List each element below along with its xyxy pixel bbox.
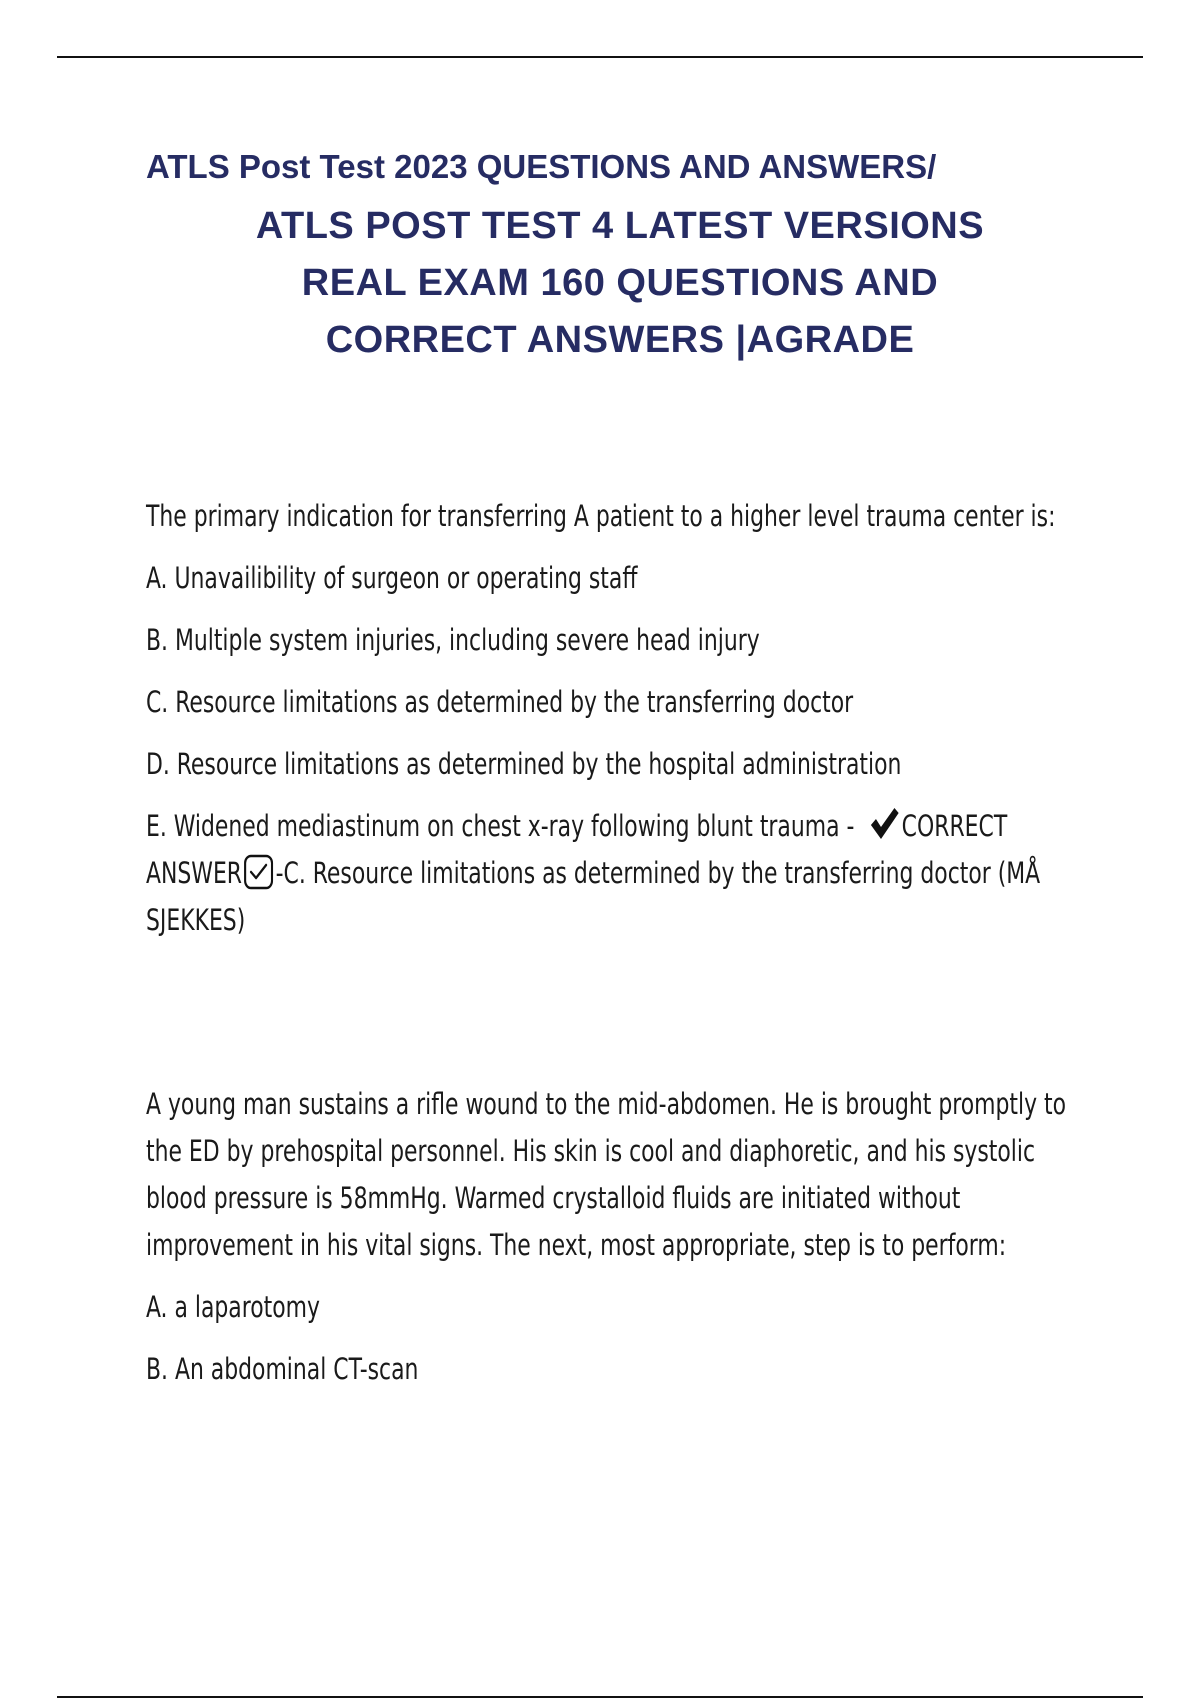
document-title-line1: ATLS Post Test 2023 QUESTIONS AND ANSWERS/ (146, 148, 937, 185)
answer-option: C. Resource limitations as determined by the transferring doctor (146, 685, 854, 719)
question-1 (146, 493, 1086, 959)
answer-option-text: E. Widened mediastinum on chest x-ray following blunt trauma - (146, 809, 862, 843)
question-stem: A young man sustains a rifle wound to the mid-abdomen. He is brought promptly to the ED by prehospital personnel. His skin is cool and diaphoretic, and his systolic blood pressure is 58mmHg. Warmed crystalloid fluids are initiated without improvement in his vital signs. The next, most appropriate, step is to perform: (146, 1087, 1066, 1262)
question-2 (146, 1081, 1086, 1408)
correct-answer-label: CORRECT ANSWER (146, 809, 1008, 890)
answer-option: A. a laparotomy (146, 1290, 320, 1324)
question-stem: The primary indication for transferring A patient to a higher level trauma center is: (146, 499, 1056, 533)
document-title (80, 198, 1160, 369)
answer-option-with-key (146, 803, 1086, 944)
answer-option: D. Resource limitations as determined by the hospital administration (146, 747, 902, 781)
document-title-line: ATLS POST TEST 4 LATEST VERSIONS (255, 205, 985, 247)
answer-option: A. Unavailibility of surgeon or operating staff (146, 561, 638, 595)
bottom-rule (57, 1696, 1143, 1698)
top-rule (57, 56, 1143, 58)
correct-answer-text: -C. Resource limitations as determined by the transferring doctor (MÅ SJEKKES) (146, 856, 1041, 937)
document-title-line: REAL EXAM 160 QUESTIONS AND (301, 262, 939, 304)
document-title-line: CORRECT ANSWERS |AGRADE (325, 319, 915, 361)
answer-option: B. An abdominal CT-scan (146, 1352, 419, 1386)
checkbox-check-icon (244, 854, 274, 890)
check-mark-icon (868, 806, 900, 842)
answer-option: B. Multiple system injuries, including severe head injury (146, 623, 760, 657)
